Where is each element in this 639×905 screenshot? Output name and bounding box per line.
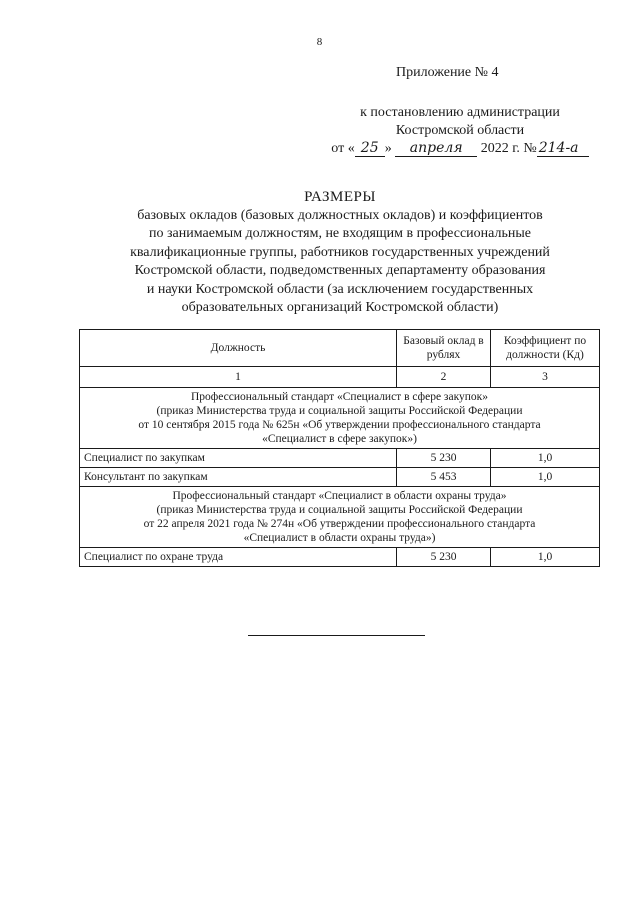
section-line: от 22 апреля 2021 года № 274н «Об утверждении профессионального стандарта: [143, 518, 536, 530]
salary-cell: 5 230: [397, 449, 491, 468]
resolution-line-2: Костромской области: [395, 123, 525, 138]
position-cell: Специалист по охране труда: [80, 548, 397, 567]
section-line: «Специалист в сфере закупок»): [262, 433, 417, 445]
heading-line: и науки Костромской области (за исключением государственных: [146, 281, 534, 297]
section-line: Профессиональный стандарт «Специалист в сфере закупок»: [191, 391, 488, 403]
section-line: от 10 сентября 2015 года № 625н «Об утверждении профессионального стандарта: [138, 419, 541, 431]
handwritten-doc-number: 214-а: [537, 141, 589, 157]
section-line: Профессиональный стандарт «Специалист в области охраны труда»: [172, 490, 507, 502]
salary-cell: 5 453: [397, 468, 491, 487]
heading-line: базовых окладов (базовых должностных окладов) и коэффициентов: [137, 207, 543, 223]
header-salary: Базовый оклад в рублях: [397, 330, 491, 367]
column-number-row: [80, 367, 600, 388]
heading-line: Костромской области, подведомственных департаменту образования: [134, 263, 546, 278]
document-heading: [80, 188, 600, 318]
section-text: [80, 388, 600, 449]
section-line: (приказ Министерства труда и социальной защиты Российской Федерации: [156, 504, 523, 516]
header-coefficient: Коэффициент по должности (Кд): [491, 330, 600, 367]
table-row: [80, 548, 600, 567]
handwritten-month: апреля: [395, 141, 477, 157]
handwritten-day: 25: [355, 141, 385, 157]
salary-table: [79, 329, 600, 567]
section-line: (приказ Министерства труда и социальной защиты Российской Федерации: [156, 405, 523, 417]
column-number: 2: [397, 367, 491, 388]
heading-line: квалификационные группы, работников государственных учреждений: [130, 244, 550, 260]
section-row-labor-safety: [80, 487, 600, 548]
coefficient-cell: 1,0: [491, 468, 600, 487]
table-row: [80, 468, 600, 487]
resolution-date-line: [315, 140, 605, 158]
heading-line: по занимаемым должностям, не входящим в профессиональные: [149, 226, 531, 241]
page-number: 8: [316, 36, 323, 48]
date-prefix: от «: [331, 141, 355, 156]
header-position: Должность: [80, 330, 397, 367]
salary-cell: 5 230: [397, 548, 491, 567]
coefficient-cell: 1,0: [491, 548, 600, 567]
heading-line: образовательных организаций Костромской области): [181, 300, 499, 315]
heading-title: РАЗМЕРЫ: [304, 189, 376, 205]
column-number: 3: [491, 367, 600, 388]
column-number: 1: [80, 367, 397, 388]
section-row-procurement: [80, 388, 600, 449]
section-line: «Специалист в области охраны труда»): [243, 532, 436, 544]
position-cell: Консультант по закупкам: [80, 468, 397, 487]
table-header-row: [80, 330, 600, 367]
end-of-document-line: [248, 635, 425, 636]
appendix-title: Приложение № 4: [396, 65, 499, 80]
date-year: 2022 г. №: [480, 141, 537, 156]
coefficient-cell: 1,0: [491, 449, 600, 468]
resolution-line-1: к постановлению администрации: [360, 105, 560, 120]
section-text: [80, 487, 600, 548]
table-row: [80, 449, 600, 468]
position-cell: Специалист по закупкам: [80, 449, 397, 468]
resolution-reference: [315, 104, 605, 158]
date-mid: »: [384, 141, 392, 156]
